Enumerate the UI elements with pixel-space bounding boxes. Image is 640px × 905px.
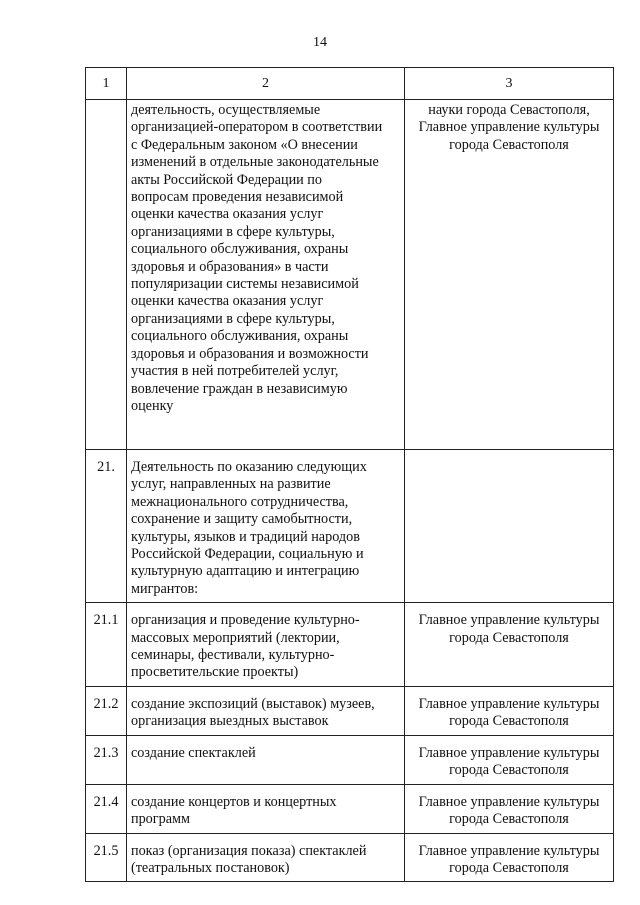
row-number: 21.4 bbox=[86, 784, 127, 833]
row-activity-text: деятельность, осуществляемые организацией-оператором в соответствии с Федеральным законом «О внесении изменений в отдельные законодательные акты Российской Федерации по вопросам проведения независимой оценки качества оказания услуг организациями в сфере культуры, социального обслуживания, охраны здоровья и образования» в части популяризации системы независимой оценки качества оказания услуг организациями в сфере культуры, социального обслуживания, охраны здоровья и образования и возможности участия в ней потребителей услуг, вовлечение граждан в независимую оценку bbox=[127, 100, 405, 450]
table-row bbox=[86, 833, 614, 882]
table-row bbox=[86, 735, 614, 784]
row-responsible-text: науки города Севастополя, Главное управление культуры города Севастополя bbox=[405, 100, 614, 450]
row-activity-text: Деятельность по оказанию следующих услуг, направленных на развитие межнационального сотрудничества, сохранение и защиту самобытности, культуры, языков и традиций народов Российской Федерации, социальную и культурную адаптацию и интеграцию мигрантов: bbox=[127, 450, 405, 603]
row-responsible-text: Главное управление культуры города Севастополя bbox=[405, 833, 614, 882]
table-row bbox=[86, 100, 614, 450]
row-responsible-text: Главное управление культуры города Севастополя bbox=[405, 603, 614, 687]
page-number: 14 bbox=[313, 35, 327, 50]
column-header-activity: 2 bbox=[127, 68, 405, 100]
row-number bbox=[86, 100, 127, 450]
row-activity-text: создание экспозиций (выставок) музеев, организация выездных выставок bbox=[127, 686, 405, 735]
row-number: 21.3 bbox=[86, 735, 127, 784]
row-activity-text: создание спектаклей bbox=[127, 735, 405, 784]
row-responsible-text bbox=[405, 450, 614, 603]
column-header-responsible: 3 bbox=[405, 68, 614, 100]
row-number: 21.1 bbox=[86, 603, 127, 687]
row-activity-text: организация и проведение культурно- массовых мероприятий (лектории, семинары, фестивали, культурно- просветительские проекты) bbox=[127, 603, 405, 687]
table-row bbox=[86, 784, 614, 833]
column-header-number: 1 bbox=[86, 68, 127, 100]
table-row bbox=[86, 686, 614, 735]
table-row bbox=[86, 450, 614, 603]
row-responsible-text: Главное управление культуры города Севастополя bbox=[405, 686, 614, 735]
table-header-row bbox=[86, 68, 614, 100]
row-number: 21.5 bbox=[86, 833, 127, 882]
row-activity-text: создание концертов и концертных программ bbox=[127, 784, 405, 833]
row-responsible-text: Главное управление культуры города Севастополя bbox=[405, 784, 614, 833]
table-row bbox=[86, 603, 614, 687]
row-number: 21. bbox=[86, 450, 127, 603]
services-table bbox=[85, 67, 614, 882]
row-responsible-text: Главное управление культуры города Севастополя bbox=[405, 735, 614, 784]
row-activity-text: показ (организация показа) спектаклей (театральных постановок) bbox=[127, 833, 405, 882]
row-number: 21.2 bbox=[86, 686, 127, 735]
